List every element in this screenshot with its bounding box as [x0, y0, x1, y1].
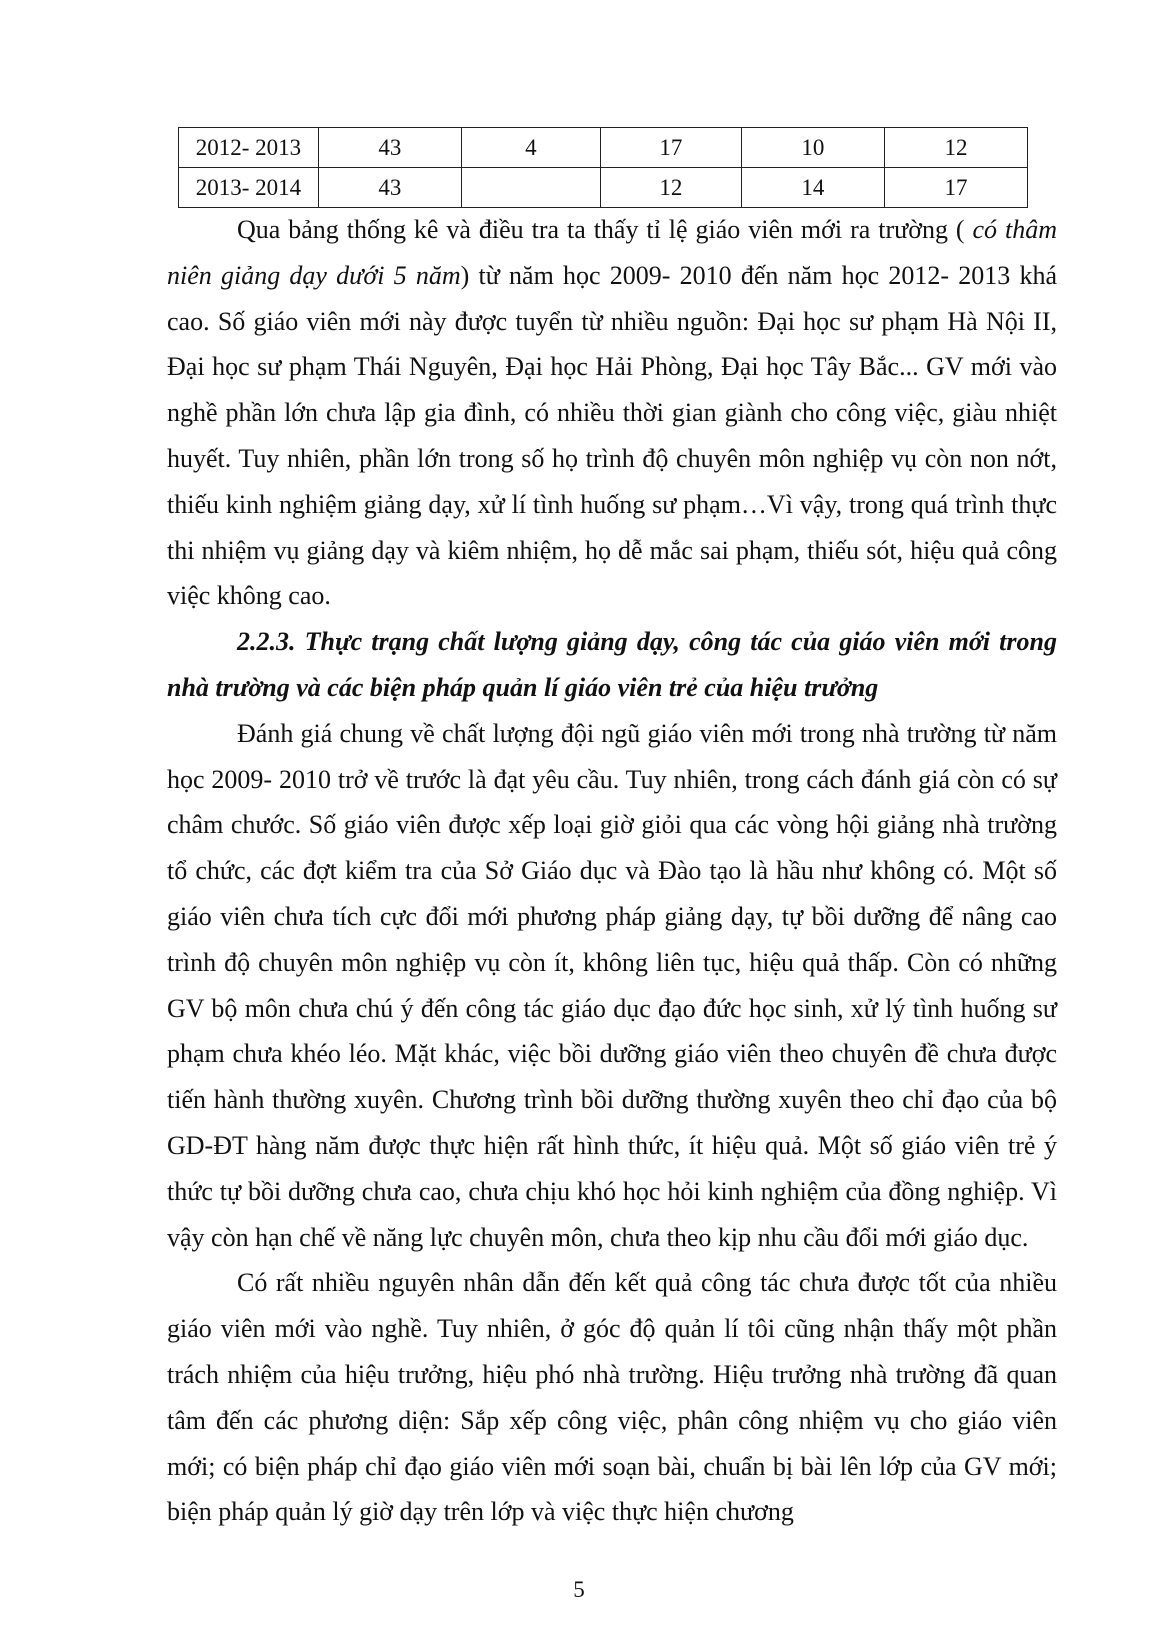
teacher-statistics-table	[178, 127, 1028, 208]
table-cell: 4	[461, 128, 600, 168]
body-text	[167, 207, 1057, 1535]
table-cell: 12	[600, 168, 741, 208]
paragraph-survey-findings	[167, 207, 1057, 619]
table-cell: 14	[741, 168, 884, 208]
table-row	[179, 128, 1028, 168]
paragraph-causes: Có rất nhiều nguyên nhân dẫn đến kết quả công tác chưa được tốt của nhiều giáo viên mới vào nghề. Tuy nhiên, ở góc độ quản lí tôi cũng nhận thấy một phần trách nhiệm của hiệu trưởng, hiệu phó nhà trường. Hiệu trưởng nhà trường đã quan tâm đến các phương diện: Sắp xếp công việc, phân công nhiệm vụ cho giáo viên mới; có biện pháp chỉ đạo giáo viên mới soạn bài, chuẩn bị bài lên lớp của GV mới; biện pháp quản lý giờ dạy trên lớp và việc thực hiện chương	[167, 1268, 1057, 1527]
table-cell: 43	[318, 168, 461, 208]
table-cell: 17	[600, 128, 741, 168]
table-cell: 10	[741, 128, 884, 168]
table-row	[179, 168, 1028, 208]
paragraph-quality-assessment: Đánh giá chung về chất lượng đội ngũ giáo viên mới trong nhà trường từ năm học 2009- 2010 trở về trước là đạt yêu cầu. Tuy nhiên, trong cách đánh giá còn có sự châm chước. Số giáo viên được xếp loại giờ giỏi qua các vòng hội giảng nhà trường tổ chức, các đợt kiểm tra của Sở Giáo dục và Đào tạo là hầu như không có. Một số giáo viên chưa tích cực đổi mới phương pháp giảng dạy, tự bồi dưỡng để nâng cao trình độ chuyên môn nghiệp vụ còn ít, không liên tục, hiệu quả thấp. Còn có những GV bộ môn chưa chú ý đến công tác giáo dục đạo đức học sinh, xử lý tình huống sư phạm chưa khéo léo. Mặt khác, việc bồi dưỡng giáo viên theo chuyên đề chưa được tiến hành thường xuyên. Chương trình bồi dưỡng thường xuyên theo chỉ đạo của bộ GD-ĐT hàng năm được thực hiện rất hình thức, ít hiệu quả. Một số giáo viên trẻ ý thức tự bồi dưỡng chưa cao, chưa chịu khó học hỏi kinh nghiệm của đồng nghiệp. Vì vậy còn hạn chế về năng lực chuyên môn, chưa theo kịp nhu cầu đổi mới giáo dục.	[167, 718, 1057, 1252]
page-number: 5	[573, 1577, 585, 1602]
table-cell	[461, 168, 600, 208]
table-cell: 17	[884, 168, 1027, 208]
table-cell-year: 2013- 2014	[179, 168, 319, 208]
paragraph-lead: Qua bảng thống kê và điều tra ta thấy tỉ lệ giáo viên mới ra trường (	[237, 215, 973, 244]
table-cell-year: 2012- 2013	[179, 128, 319, 168]
table-cell: 12	[884, 128, 1027, 168]
paragraph-italic-note: có thâm niên giảng dạy dưới 5 năm	[167, 215, 1058, 290]
paragraph-rest: ) từ năm học 2009- 2010 đến năm học 2012- 2013 khá cao. Số giáo viên mới này được tuyển từ nhiều nguồn: Đại học sư phạm Hà Nội II, Đại học sư phạm Thái Nguyên, Đại học Hải Phòng, Đại học Tây Bắc... GV mới vào nghề phần lớn chưa lập gia đình, có nhiều thời gian giành cho công việc, giàu nhiệt huyết. Tuy nhiên, phần lớn trong số họ trình độ chuyên môn nghiệp vụ còn non nớt, thiếu kinh nghiệm giảng dạy, xử lí tình huống sư phạm…Vì vậy, trong quá trình thực thi nhiệm vụ giảng dạy và kiêm nhiệm, họ dễ mắc sai phạm, thiếu sót, hiệu quả công việc không cao.	[167, 260, 1057, 611]
section-heading: 2.2.3. Thực trạng chất lượng giảng dạy, công tác của giáo viên mới trong nhà trường và các biện pháp quản lí giáo viên trẻ của hiệu trưởng	[167, 627, 1057, 702]
table-cell: 43	[318, 128, 461, 168]
